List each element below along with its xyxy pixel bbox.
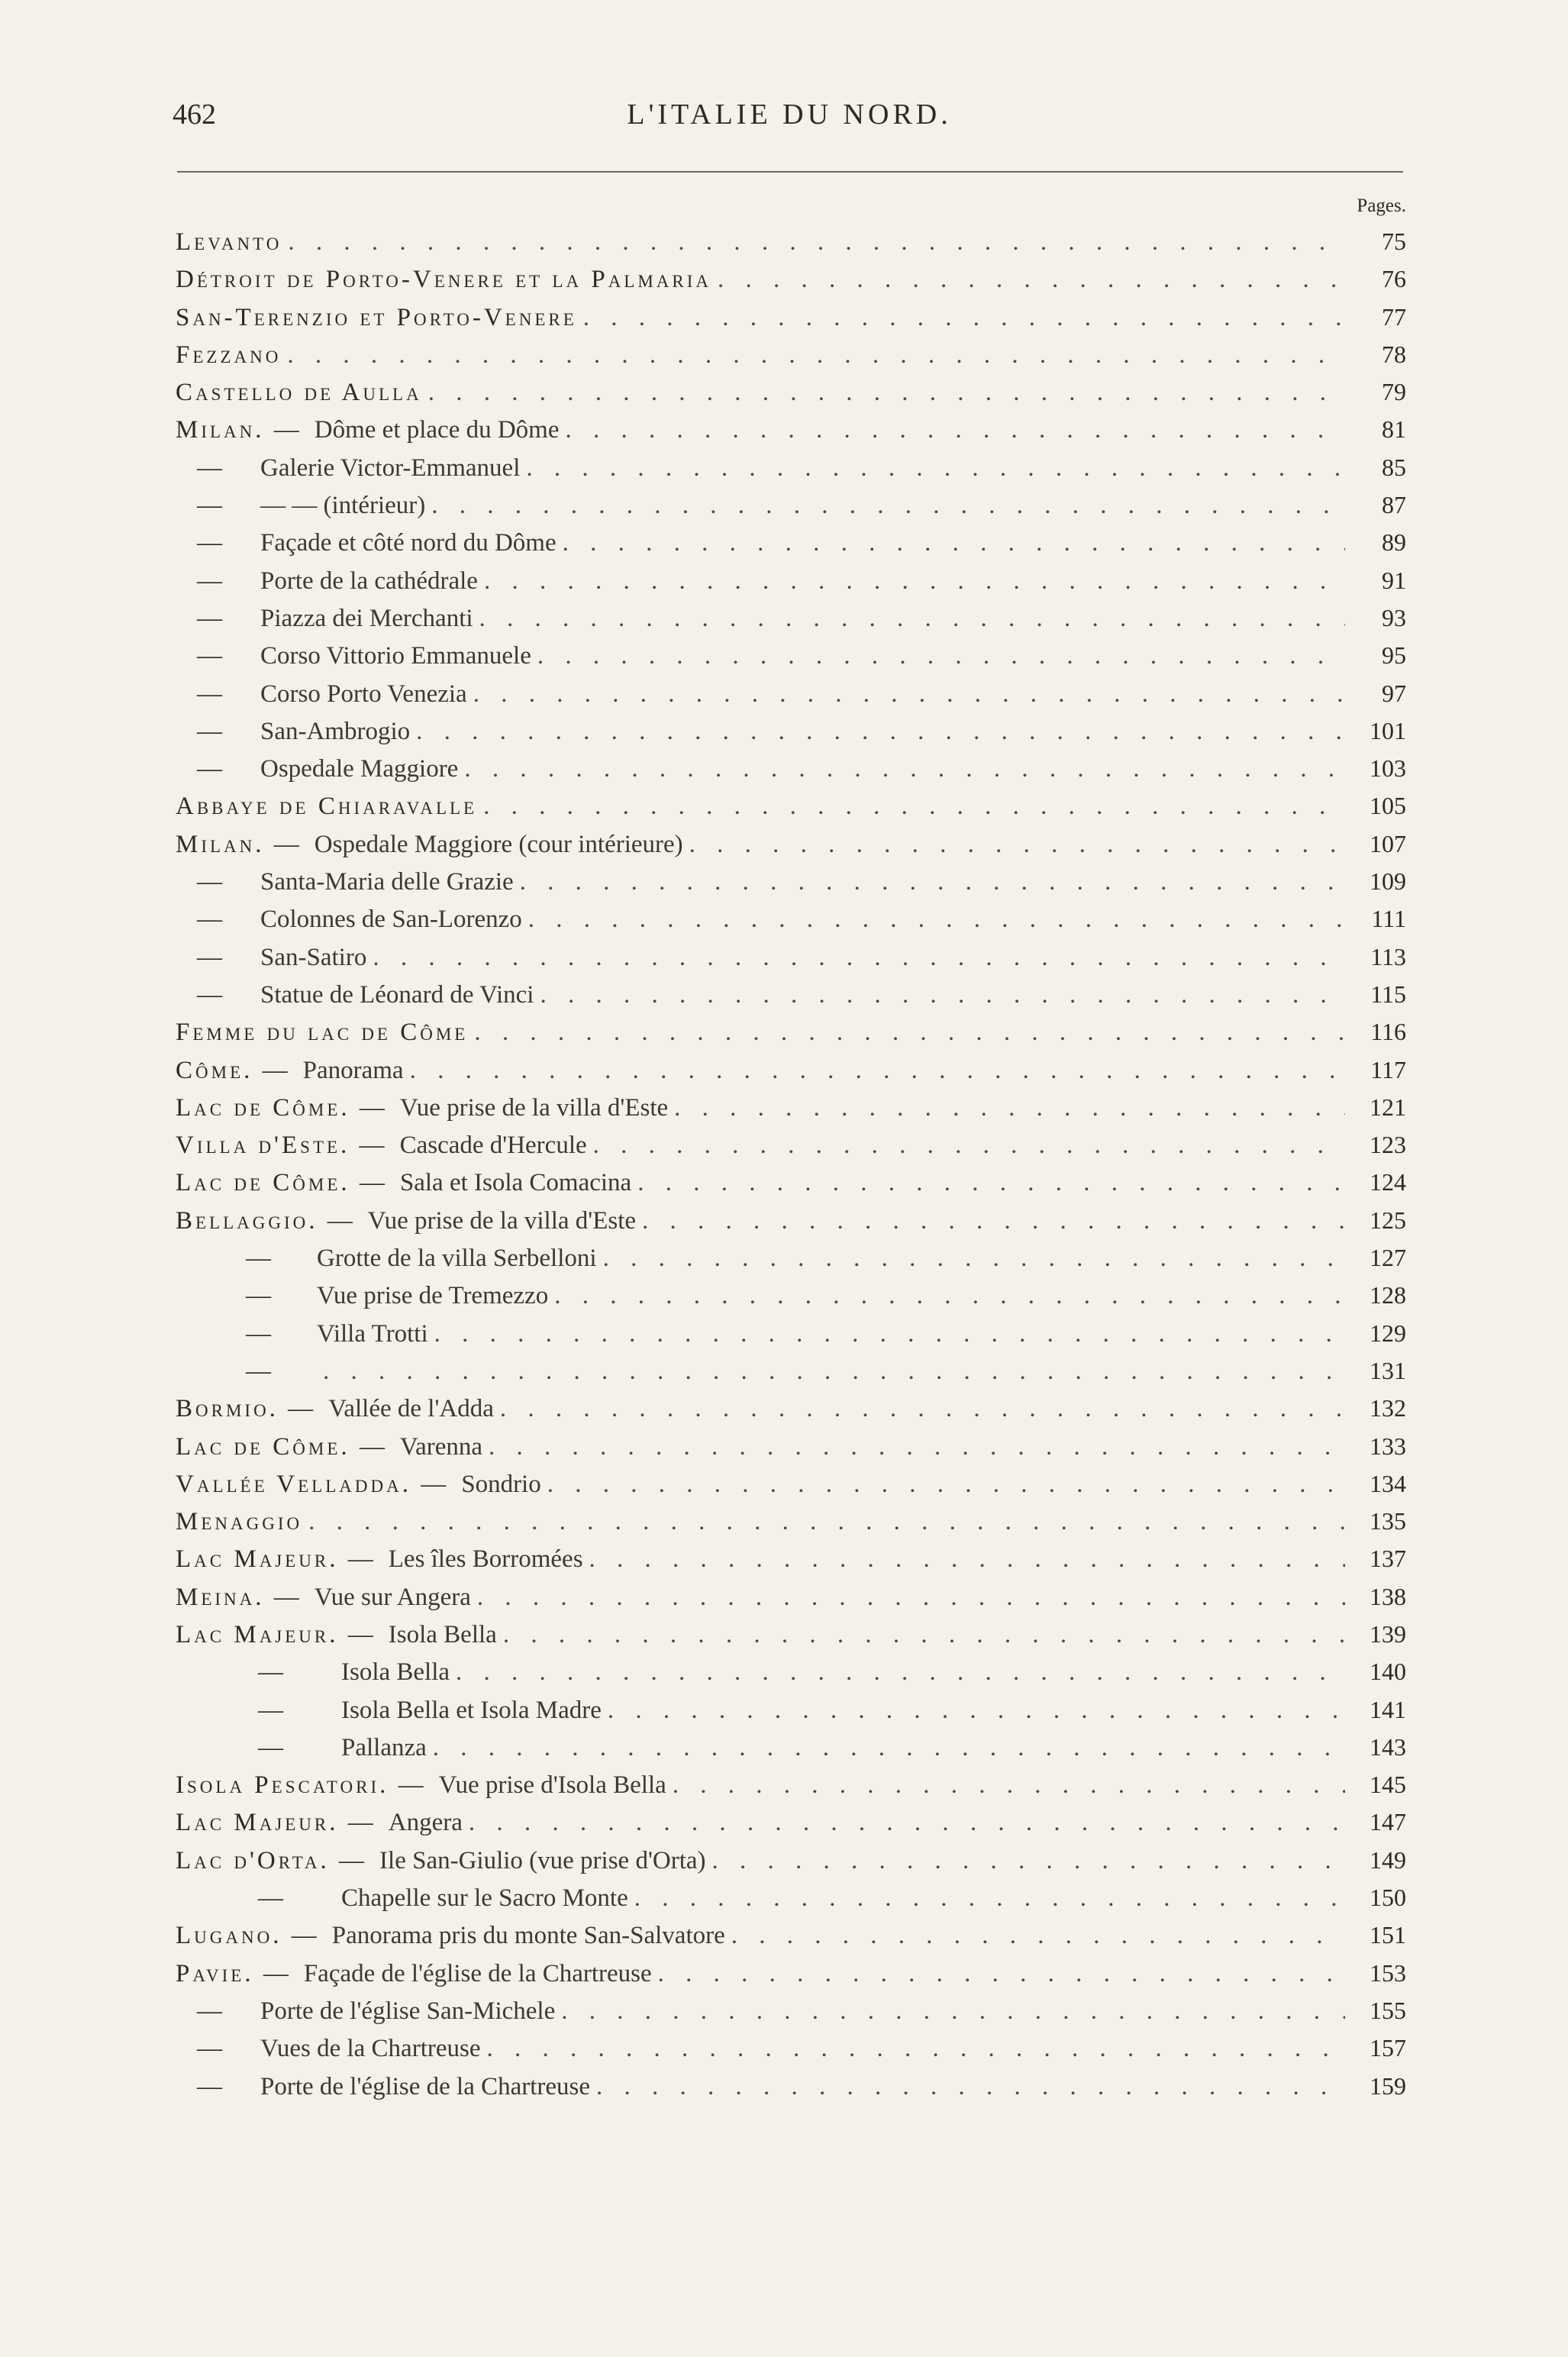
entry-page-number: 76 [1382, 265, 1406, 293]
entry-page-number: 95 [1382, 641, 1406, 670]
entry-description: Cascade d'Hercule [399, 1132, 587, 1160]
toc-entry [176, 449, 1406, 486]
toc-entry [176, 1352, 1406, 1390]
leader-dots [308, 1503, 1345, 1541]
entry-page-number: 147 [1370, 1808, 1406, 1836]
toc-entry [176, 1842, 1406, 1879]
entry-description: Porte de l'église San-Michele [260, 1997, 556, 2025]
leader-dots [477, 1579, 1345, 1616]
toc-entry [176, 1503, 1406, 1540]
leader-dots [469, 1804, 1345, 1842]
entry-description: Varenna [399, 1432, 482, 1461]
entry-place: Bormio. — [176, 1395, 317, 1423]
entry-description: Corso Vittorio Emmanuele [260, 642, 531, 670]
leader-dots [589, 1541, 1345, 1578]
entry-place: Menaggio [176, 1508, 303, 1536]
entry-description: Ospedale Maggiore [260, 755, 459, 783]
ditto-dash: — [197, 567, 222, 595]
entry-description: Vallée de l'Adda [328, 1395, 494, 1423]
toc-entry [176, 1653, 1406, 1690]
entry-place: Pavie. — [176, 1959, 292, 1987]
leader-dots [634, 1880, 1345, 1917]
entry-description: Sala et Isola Comacina [399, 1169, 632, 1197]
entry-description: Villa Trotti [317, 1319, 428, 1348]
leader-dots [428, 374, 1345, 412]
toc-entry [176, 223, 1406, 260]
toc-entry [176, 1540, 1406, 1577]
leader-dots [566, 412, 1346, 449]
entry-description: San-Ambrogio [260, 717, 411, 745]
entry-page-number: 91 [1382, 566, 1406, 594]
ditto-dash: — [246, 1282, 271, 1310]
leader-dots [673, 1767, 1345, 1804]
toc-entry [176, 938, 1406, 976]
toc-entry [176, 1428, 1406, 1465]
leader-dots [674, 1090, 1345, 1127]
entry-page-number: 149 [1370, 1845, 1406, 1874]
leader-dots [718, 261, 1345, 299]
entry-page-number: 139 [1370, 1619, 1406, 1648]
entry-place: Femme du lac de Côme [176, 1019, 469, 1047]
entry-page-number: 79 [1382, 378, 1406, 406]
leader-dots [642, 1203, 1345, 1240]
entry-place: Lugano. — [176, 1922, 320, 1950]
entry-description: Chapelle sur le Sacro Monte [341, 1884, 628, 1913]
leader-dots [608, 1692, 1345, 1729]
leader-dots [503, 1616, 1345, 1654]
leader-dots [658, 1955, 1345, 1993]
ditto-dash: — [197, 906, 222, 934]
toc-entry [176, 1465, 1406, 1503]
toc-entry [176, 260, 1406, 298]
entry-description: Piazza dei Merchanti [260, 604, 473, 632]
entry-place: Milan. — [176, 416, 302, 444]
leader-dots [554, 1277, 1345, 1315]
entry-description: Vue prise de la villa d'Este [399, 1093, 669, 1122]
leader-dots [464, 751, 1345, 788]
ditto-dash: — [246, 1319, 271, 1348]
toc-entry [176, 825, 1406, 863]
entry-place: San-Terenzio et Porto-Venere [176, 303, 577, 331]
leader-dots [489, 1429, 1345, 1466]
entry-description: Porte de l'église de la Chartreuse [260, 2072, 591, 2100]
leader-dots [563, 525, 1345, 562]
entry-place: Lac de Côme. — [176, 1432, 388, 1461]
ditto-dash: — [197, 604, 222, 632]
entry-page-number: 85 [1382, 453, 1406, 481]
toc-entry [176, 1239, 1406, 1277]
entry-page-number: 109 [1370, 867, 1406, 896]
leader-dots [479, 600, 1345, 638]
entry-place: Castello de Aulla [176, 379, 422, 407]
ditto-dash: — [197, 680, 222, 708]
entry-description: Santa-Maria delle Grazie [260, 868, 514, 896]
toc-entry [176, 1992, 1406, 2029]
toc-entry [176, 1164, 1406, 1201]
toc-entry [176, 373, 1406, 411]
ditto-dash: — [197, 717, 222, 745]
leader-dots [288, 224, 1345, 261]
entry-description: Vue prise de la villa d'Este [367, 1206, 637, 1235]
ditto-dash: — [246, 1357, 271, 1385]
ditto-dash: — [197, 642, 222, 670]
entry-place: Lac de Côme. — [176, 1093, 388, 1122]
toc-entry [176, 863, 1406, 900]
ditto-dash: — [258, 1658, 283, 1687]
entry-description: Corso Porto Venezia [260, 680, 467, 708]
entry-page-number: 101 [1370, 716, 1406, 744]
ditto-dash: — [197, 755, 222, 783]
entry-description: Vue prise d'Isola Bella [438, 1771, 666, 1800]
ditto-dash: — [197, 2035, 222, 2063]
entry-page-number: 87 [1382, 491, 1406, 519]
toc-entry [176, 1916, 1406, 1954]
entry-description: Grotte de la villa Serbelloni [317, 1245, 597, 1273]
entry-description: Les îles Borromées [388, 1545, 583, 1574]
entry-page-number: 81 [1382, 415, 1406, 444]
entry-page-number: 128 [1370, 1281, 1406, 1309]
leader-dots [731, 1917, 1345, 1955]
toc-entry [176, 1126, 1406, 1164]
toc-entry [176, 2029, 1406, 2067]
toc-entry [176, 976, 1406, 1013]
toc-entry [176, 1202, 1406, 1239]
entry-page-number: 155 [1370, 1996, 1406, 2024]
entry-place: Lac d'Orta. — [176, 1846, 368, 1874]
entry-page-number: 153 [1370, 1958, 1406, 1987]
entry-place: Fezzano [176, 341, 282, 369]
entry-description: Pallanza [341, 1733, 427, 1761]
ditto-dash: — [197, 454, 222, 482]
ditto-dash: — [258, 1696, 283, 1724]
toc-entry [176, 787, 1406, 825]
leader-dots [520, 864, 1345, 901]
entry-description: Vue prise de Tremezzo [317, 1282, 549, 1310]
entry-page-number: 150 [1370, 1884, 1406, 1912]
ditto-dash: — [246, 1245, 271, 1273]
ditto-dash: — [197, 492, 222, 520]
entry-place: Vallée Velladda. — [176, 1470, 450, 1498]
leader-dots [287, 337, 1345, 374]
entry-description: Colonnes de San-Lorenzo [260, 906, 522, 934]
leader-dots [434, 1316, 1345, 1353]
entry-place: Côme. — [176, 1056, 291, 1084]
toc-entry [176, 1803, 1406, 1841]
entry-description: Panorama [302, 1056, 404, 1084]
entry-page-number: 141 [1370, 1695, 1406, 1723]
leader-dots [561, 1993, 1345, 2030]
entry-place: Levanto [176, 228, 282, 256]
entry-place: Abbaye de Chiaravalle [176, 793, 478, 821]
running-title: L'ITALIE DU NORD. [627, 98, 952, 131]
entry-page-number: 121 [1370, 1093, 1406, 1121]
entry-description: — — (intérieur) [260, 492, 426, 520]
toc-entry [176, 299, 1406, 336]
entry-place: Lac Majeur. — [176, 1809, 376, 1837]
toc-entry [176, 1955, 1406, 1992]
entry-description: Isola Bella [341, 1658, 450, 1687]
entry-place: Détroit de Porto-Venere et la Palmaria [176, 266, 712, 294]
entry-page-number: 127 [1370, 1244, 1406, 1272]
toc-entry [176, 524, 1406, 561]
entry-description: Panorama pris du monte San-Salvatore [331, 1922, 725, 1950]
entry-description: Sondrio [461, 1470, 541, 1498]
entry-place: Lac de Côme. — [176, 1169, 388, 1197]
toc-entry [176, 1013, 1406, 1051]
entry-description: Isola Bella et Isola Madre [341, 1696, 602, 1724]
ditto-dash: — [258, 1733, 283, 1761]
leader-dots [456, 1654, 1345, 1691]
entry-page-number: 140 [1370, 1658, 1406, 1686]
entry-place: Meina. — [176, 1583, 302, 1611]
entry-place: Bellaggio. — [176, 1206, 356, 1235]
entry-page-number: 124 [1370, 1168, 1406, 1196]
entry-page-number: 145 [1370, 1771, 1406, 1799]
toc-entry [176, 1089, 1406, 1126]
table-of-contents [176, 223, 1406, 2105]
ditto-dash: — [258, 1884, 283, 1913]
toc-entry [176, 1766, 1406, 1803]
ditto-dash: — [197, 980, 222, 1009]
entry-page-number: 159 [1370, 2071, 1406, 2100]
toc-entry [176, 1691, 1406, 1729]
leader-dots [474, 1014, 1345, 1051]
leader-dots [537, 638, 1345, 675]
entry-page-number: 113 [1370, 942, 1406, 970]
toc-entry [176, 637, 1406, 674]
entry-page-number: 138 [1370, 1582, 1406, 1610]
leader-dots [547, 1466, 1345, 1503]
toc-entry [176, 599, 1406, 637]
entry-page-number: 134 [1370, 1469, 1406, 1497]
entry-page-number: 135 [1370, 1507, 1406, 1535]
leader-dots [473, 676, 1345, 713]
toc-entry [176, 900, 1406, 938]
entry-page-number: 115 [1370, 980, 1406, 1008]
page-header [173, 98, 1406, 144]
leader-dots [433, 1729, 1345, 1767]
toc-entry [176, 1051, 1406, 1089]
toc-entry [176, 1616, 1406, 1653]
entry-place: Milan. — [176, 830, 302, 858]
entry-page-number: 75 [1382, 228, 1406, 255]
entry-description: Isola Bella [388, 1620, 497, 1648]
entry-description: Façade de l'église de la Chartreuse [303, 1959, 652, 1987]
entry-page-number: 129 [1370, 1319, 1406, 1347]
entry-page-number: 123 [1370, 1131, 1406, 1159]
entry-description: Dôme et place du Dôme [314, 416, 560, 444]
entry-page-number: 125 [1370, 1206, 1406, 1234]
toc-entry [176, 1277, 1406, 1314]
entry-description: Angera [388, 1809, 463, 1837]
leader-dots [689, 826, 1345, 864]
entry-page-number: 97 [1382, 679, 1406, 707]
ditto-dash: — [197, 943, 222, 971]
entry-page-number: 105 [1370, 792, 1406, 820]
entry-page-number: 103 [1370, 754, 1406, 783]
leader-dots [500, 1390, 1345, 1428]
entry-description: Galerie Victor-Emmanuel [260, 454, 521, 482]
entry-page-number: 131 [1370, 1356, 1406, 1384]
header-rule [177, 171, 1403, 173]
toc-entry [176, 712, 1406, 750]
entry-page-number: 133 [1370, 1432, 1406, 1460]
leader-dots [323, 1353, 1345, 1390]
toc-entry [176, 750, 1406, 787]
leader-dots [484, 563, 1345, 600]
leader-dots [487, 2030, 1346, 2068]
entry-page-number: 107 [1370, 829, 1406, 857]
leader-dots [528, 901, 1345, 938]
entry-description: Ile San-Giulio (vue prise d'Orta) [379, 1846, 706, 1874]
entry-description: Porte de la cathédrale [260, 567, 478, 595]
entry-description: Vues de la Chartreuse [260, 2035, 481, 2063]
entry-place: Lac Majeur. — [176, 1545, 376, 1574]
toc-entry [176, 1729, 1406, 1766]
leader-dots [431, 487, 1345, 525]
leader-dots [596, 2068, 1345, 2106]
leader-dots [712, 1842, 1345, 1880]
toc-entry [176, 1315, 1406, 1352]
toc-entry [176, 2068, 1406, 2105]
leader-dots [373, 939, 1345, 977]
entry-page-number: 93 [1382, 603, 1406, 631]
entry-page-number: 111 [1371, 905, 1406, 933]
ditto-dash: — [197, 2072, 222, 2100]
leader-dots [583, 299, 1345, 337]
entry-description: San-Satiro [260, 943, 367, 971]
leader-dots [410, 1052, 1345, 1090]
leader-dots [483, 788, 1345, 825]
entry-page-number: 143 [1370, 1732, 1406, 1761]
page-number: 462 [173, 98, 216, 131]
toc-entry [176, 336, 1406, 373]
toc-entry [176, 1390, 1406, 1427]
entry-page-number: 78 [1382, 340, 1406, 368]
entry-page-number: 117 [1370, 1055, 1406, 1083]
leader-dots [526, 450, 1345, 487]
toc-entry [176, 411, 1406, 448]
entry-page-number: 89 [1382, 528, 1406, 557]
leader-dots [637, 1164, 1345, 1202]
entry-description: Ospedale Maggiore (cour intérieure) [314, 830, 683, 858]
ditto-dash: — [197, 1997, 222, 2025]
pages-column-label: Pages. [1357, 195, 1406, 216]
entry-description: Statue de Léonard de Vinci [260, 980, 534, 1009]
leader-dots [416, 713, 1345, 751]
entry-page-number: 116 [1370, 1018, 1406, 1046]
toc-entry [176, 562, 1406, 599]
leader-dots [540, 977, 1345, 1014]
entry-place: Lac Majeur. — [176, 1620, 376, 1648]
entry-page-number: 157 [1370, 2034, 1406, 2062]
entry-place: Villa d'Este. — [176, 1132, 388, 1160]
ditto-dash: — [197, 529, 222, 557]
entry-description: Façade et côté nord du Dôme [260, 529, 557, 557]
leader-dots [603, 1240, 1345, 1277]
ditto-dash: — [197, 868, 222, 896]
entry-description: Vue sur Angera [314, 1583, 471, 1611]
toc-entry [176, 1879, 1406, 1916]
toc-entry [176, 1578, 1406, 1616]
entry-page-number: 137 [1370, 1545, 1406, 1573]
toc-entry [176, 486, 1406, 524]
entry-place: Isola Pescatori. — [176, 1771, 427, 1800]
entry-page-number: 77 [1382, 302, 1406, 331]
leader-dots [593, 1127, 1345, 1164]
entry-page-number: 132 [1370, 1394, 1406, 1422]
entry-page-number: 151 [1370, 1921, 1406, 1949]
toc-entry [176, 675, 1406, 712]
